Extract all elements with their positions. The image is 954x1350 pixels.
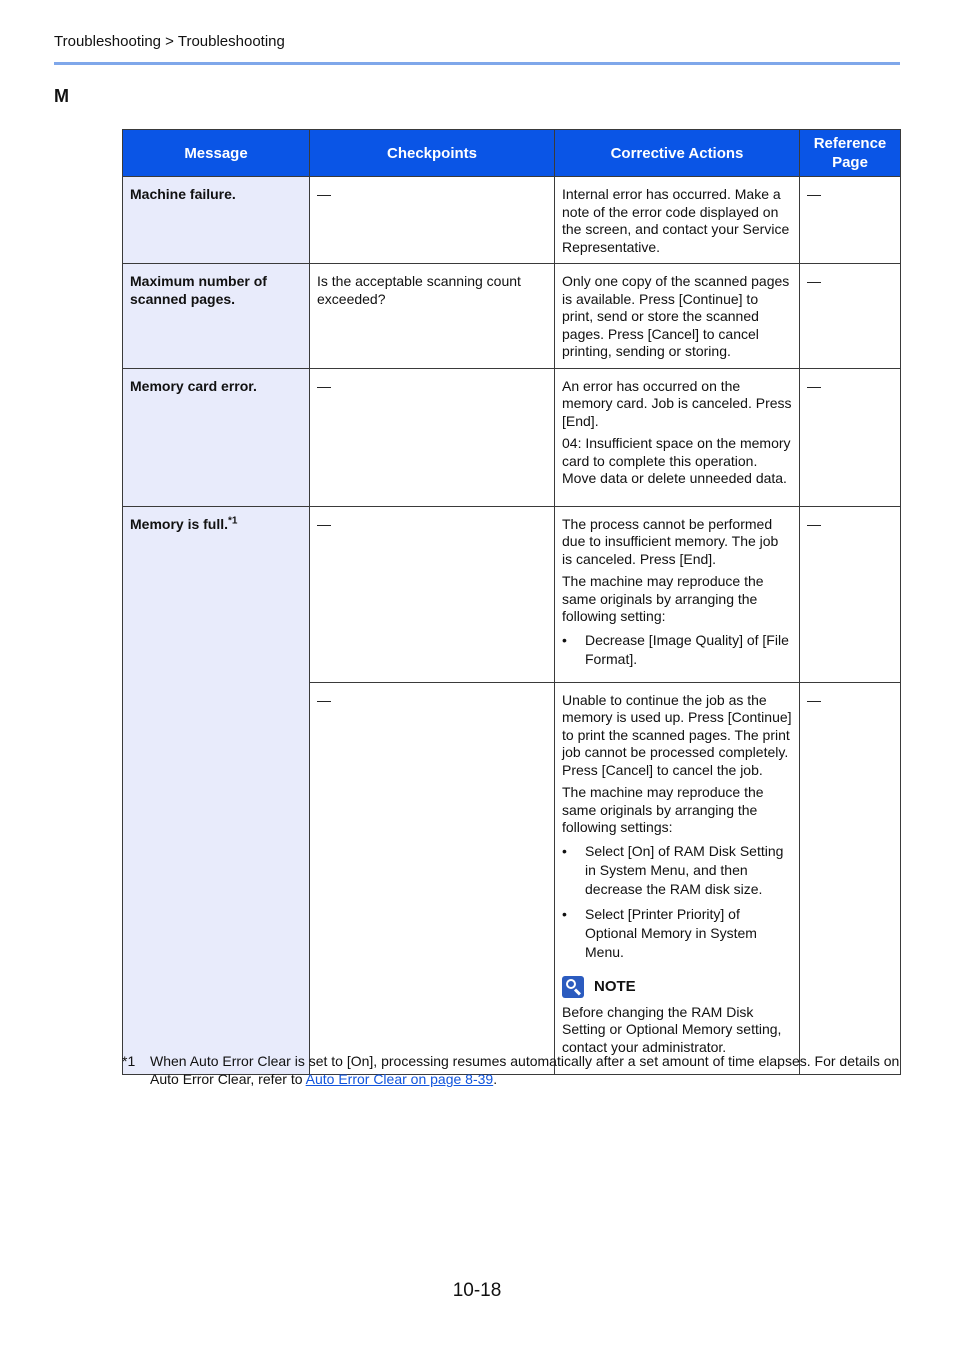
bullet-item — [562, 842, 792, 899]
bullet-text: Select [Printer Priority] of Optional Memory in System Menu. — [585, 905, 757, 960]
error-message-table — [122, 129, 901, 1075]
reference-cell: — — [800, 368, 901, 506]
header-corrective-actions: Corrective Actions — [555, 130, 800, 177]
corrective-text: Unable to continue the job as the memory is used up. Press [Continue] to print the scanned pages. The print job cannot be processed completely. Press [Cancel] to cancel the job. — [562, 691, 792, 778]
table-row — [123, 368, 901, 506]
corrective-cell — [555, 506, 800, 682]
corrective-text: The machine may reproduce the same originals by arranging the following settings: — [562, 784, 764, 835]
corrective-text: The machine may reproduce the same originals by arranging the following setting: — [562, 573, 764, 624]
table-row — [123, 177, 901, 264]
auto-error-clear-link[interactable]: Auto Error Clear on page 8-39 — [305, 1071, 494, 1087]
footnote — [122, 1052, 902, 1088]
section-letter: M — [54, 86, 69, 106]
bullet-text: Select [On] of RAM Disk Setting in System Menu, and then decrease the RAM disk size. — [585, 842, 784, 897]
header-reference-page: Reference Page — [800, 130, 901, 177]
table-row — [123, 506, 901, 682]
corrective-text: Only one copy of the scanned pages is available. Press [Continue] to print, send or store the scanned pages. Press [Cancel] to cancel printing, sending or storing. — [562, 273, 790, 359]
header-checkpoints: Checkpoints — [310, 130, 555, 177]
reference-cell: — — [800, 264, 901, 369]
bullet-text: Decrease [Image Quality] of [File Format]. — [585, 631, 789, 667]
message-cell — [123, 506, 310, 1074]
corrective-cell — [555, 177, 800, 264]
reference-cell: — — [800, 506, 901, 682]
note-label: NOTE — [594, 977, 636, 995]
bullet-item — [562, 905, 792, 962]
corrective-text: The process cannot be performed due to insufficient memory. The job is canceled. Press [End]. — [562, 515, 779, 567]
header-rule — [54, 62, 900, 65]
message-cell: Maximum number of scanned pages. — [123, 264, 310, 369]
table-row — [123, 264, 901, 369]
reference-cell: — — [800, 682, 901, 1074]
footnote-text-after: . — [493, 1071, 498, 1087]
bullet-dot: • — [562, 842, 567, 859]
corrective-cell — [555, 682, 800, 1074]
header-message: Message — [123, 130, 310, 177]
breadcrumb: Troubleshooting > Troubleshooting — [54, 33, 285, 50]
checkpoint-cell: — — [310, 177, 555, 264]
checkpoint-cell: Is the acceptable scanning count exceeded? — [310, 264, 555, 369]
message-text: Memory is full. — [130, 515, 229, 532]
corrective-text: An error has occurred on the memory card. Job is canceled. Press [End]. — [562, 377, 792, 429]
magnifier-note-icon — [562, 976, 584, 998]
checkpoint-cell: — — [310, 506, 555, 682]
checkpoint-cell: — — [310, 682, 555, 1074]
bullet-item — [562, 631, 792, 669]
corrective-text: 04: Insufficient space on the memory card to complete this operation. Move data or delete unneeded data. — [562, 435, 791, 486]
footnote-text — [150, 1052, 902, 1088]
note-text: Before changing the RAM Disk Setting or Optional Memory setting, contact your administrator. — [562, 1003, 782, 1055]
reference-cell: — — [800, 177, 901, 264]
bullet-dot: • — [562, 905, 567, 922]
corrective-text: Internal error has occurred. Make a note of the error code displayed on the screen, and contact your Service Representative. — [562, 186, 790, 255]
footnote-mark: *1 — [122, 1053, 136, 1069]
checkpoint-cell: — — [310, 368, 555, 506]
footnote-ref: *1 — [228, 514, 238, 526]
bullet-dot: • — [562, 631, 567, 648]
page-number: 10-18 — [452, 1280, 502, 1301]
table-header-row — [123, 130, 901, 177]
footnote-text-before: When Auto Error Clear is set to [On], processing resumes automatically after a set amount of time elapses. For details on Auto Error Clear, refer to — [150, 1053, 900, 1087]
corrective-cell — [555, 264, 800, 369]
corrective-cell — [555, 368, 800, 506]
note-heading — [562, 976, 792, 998]
message-cell: Memory card error. — [123, 368, 310, 506]
message-cell: Machine failure. — [123, 177, 310, 264]
